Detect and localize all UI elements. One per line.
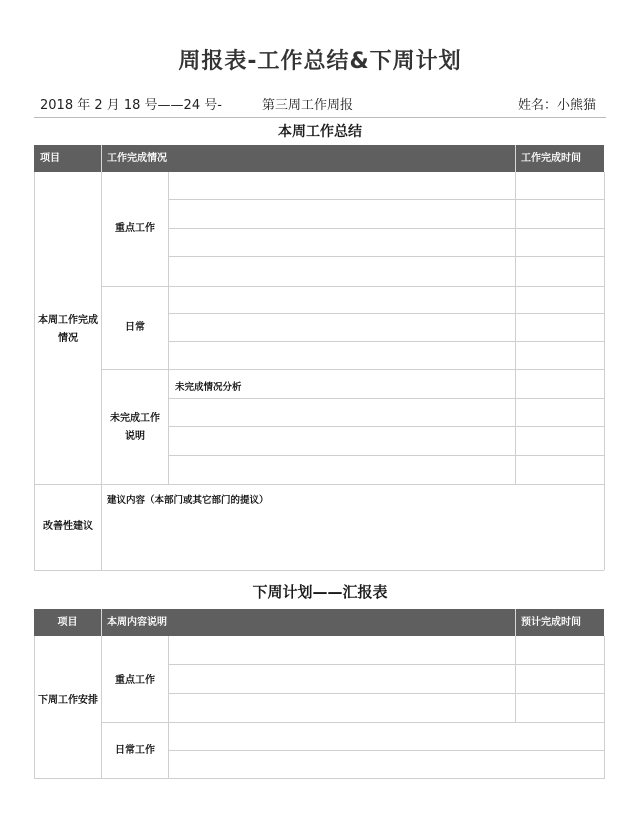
plan-header-content: 本周内容说明 (107, 617, 167, 628)
daily-label: 日常 (125, 322, 145, 333)
improvement-label: 改善性建议 (43, 521, 93, 532)
week-label: 第三周工作周报 (262, 98, 354, 113)
plan-daily-work-label: 日常工作 (115, 745, 155, 756)
header-completion: 工作完成情况 (107, 153, 167, 164)
date-range: 2018 年 2 月 18 号——24 号- (40, 98, 222, 113)
name-label: 姓名：小熊猫 (518, 98, 597, 113)
key-work-label: 重点工作 (115, 223, 155, 234)
plan-section-title: 下周计划——汇报表 (252, 583, 388, 601)
summary-section-title: 本周工作总结 (278, 124, 362, 140)
summary-header-row (34, 145, 604, 172)
page-title: 周报表-工作总结&下周计划 (178, 49, 462, 74)
header-divider (34, 117, 606, 118)
plan-header-item: 项目 (57, 617, 78, 628)
plan-header-time: 预计完成时间 (521, 617, 581, 628)
plan-group-label: 下周工作安排 (38, 695, 98, 706)
summary-group-label: 本周工作完成情况 (38, 315, 98, 344)
unfinished-label: 未完成工作说明 (110, 413, 160, 442)
plan-key-work-label: 重点工作 (115, 675, 155, 686)
plan-header-row (34, 609, 604, 636)
header-completion-time: 工作完成时间 (521, 153, 581, 164)
unfinished-analysis-note: 未完成情况分析 (175, 382, 242, 393)
header-item: 项目 (40, 153, 60, 164)
suggestion-content-note: 建议内容（本部门或其它部门的提议） (107, 495, 269, 506)
